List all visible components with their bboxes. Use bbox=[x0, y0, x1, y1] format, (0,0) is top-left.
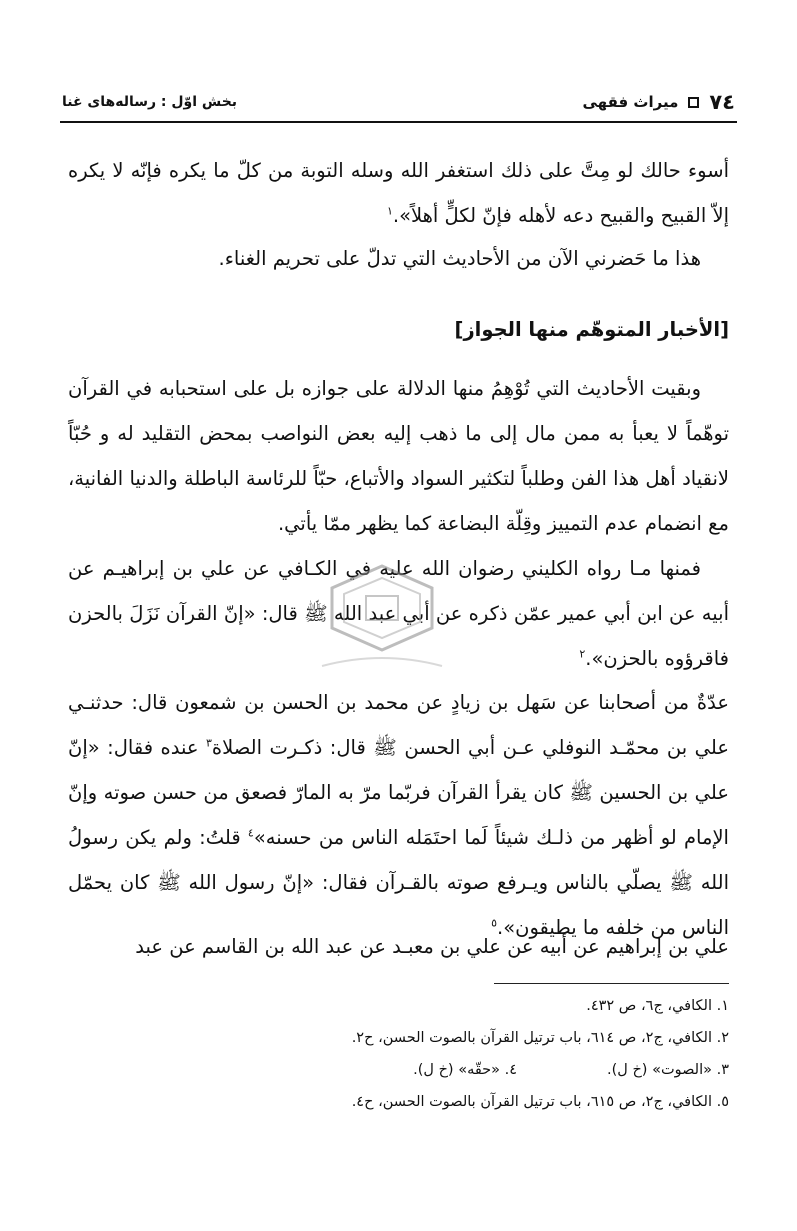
section-title: بخش اوّل : رسالەهای غنا bbox=[62, 94, 238, 110]
footnote-ref: ٣ bbox=[205, 736, 212, 750]
paragraph-block bbox=[68, 924, 729, 969]
footnote-divider bbox=[494, 983, 729, 984]
paragraph bbox=[68, 680, 729, 950]
section-subheading: [الأخبار المتوهّم منها الجواز] bbox=[454, 318, 729, 341]
page-number: ٧٤ bbox=[709, 90, 735, 114]
footnote: ٢. الكافي، ج٢، ص ٦١٤، باب ترتيل القرآن بالصوت الحسن، ح٢. bbox=[351, 1030, 729, 1046]
header-divider bbox=[60, 121, 737, 123]
footnotes bbox=[68, 990, 729, 1118]
paragraph-text: أسوء حالك لو مِتَّ على ذلك استغفر الله وسله التوبة من كلّ ما يكره فإنّه لا يكره إلاّ القبيح والقبيح دعه لأهله فإنّ لكلٍّ أهلاً». bbox=[68, 159, 729, 227]
paragraph-text: عدّةٌ من أصحابنا عن سَهل بن زيادٍ عن محمد بن الحسن بن شمعون قال: حدثنـي علي بن محمّـد النوفلي عـن أبي الحسن ﷺ قال: ذكـرت الصلاة bbox=[68, 691, 729, 759]
library-stamp-icon bbox=[282, 558, 482, 678]
book-title: میراث فقهی bbox=[582, 93, 679, 111]
footnote-row bbox=[68, 1054, 729, 1086]
header-page-info bbox=[582, 90, 735, 114]
paragraph: علي بن إبراهيم عن أبيه عن علي بن معبـد عن عبد الله بن القاسم عن عبد bbox=[135, 935, 729, 958]
paragraph bbox=[68, 148, 729, 238]
footnote: ٣. «الصوت» (خ ل). bbox=[607, 1062, 729, 1078]
paragraph-text: عنده فقال: «إنّ علي بن الحسين ﷺ كان يقرأ القرآن فربّما مرّ به المارّ فصعق من حسن صوته وإنّ الإمام لو أظهر من ذلـك شيئاً لَما احتَمَله الناس من حسنه» bbox=[68, 736, 729, 849]
square-icon bbox=[688, 97, 699, 108]
paragraph-continuation bbox=[68, 148, 729, 238]
footnote-ref: ٥ bbox=[491, 916, 498, 930]
paragraph-text: فمنها مـا رواه الكليني رضوان الله عليه في الكـافي عن علي بن إبراهيـم عن أبيه عن ابن أبي عمير عمّن ذكره عن أبي عبد الله ﷺ قال: «إنّ القرآن نَزَلَ بالحزن فاقرؤوه بالحزن». bbox=[68, 557, 729, 670]
paragraph-block bbox=[68, 366, 729, 546]
footnote-ref: ٤ bbox=[247, 826, 254, 840]
footnote-ref: ١ bbox=[386, 204, 393, 218]
paragraph-block bbox=[68, 236, 729, 281]
footnote-ref: ٢ bbox=[579, 647, 586, 661]
paragraph-block bbox=[68, 680, 729, 950]
running-header bbox=[62, 86, 735, 120]
footnote: ٤. «حقّه» (خ ل). bbox=[413, 1062, 518, 1078]
paragraph-text: قلتُ: ولم يكن رسولُ الله ﷺ يصلّي بالناس ويـرفع صوته بالقـرآن فقال: «إنّ رسول الله ﷺ كان يحمّل الناس من خلفه ما يطيقون». bbox=[68, 826, 729, 939]
paragraph: وبقيت الأحاديث التي تُوْهِمُ منها الدلالة على جوازه بل على استحبابه في القرآن توهّماً لا يعبأ به ممن مال إلى ما ذهب إليه بعض النواصب بمحض التقليد له و حُبّاً لانقياد أهل هذا الفن وطلباً لتكثير السواد والأتباع، حبّاً للرئاسة الباطلة والدنيا الفانية، مع انضمام عدم التمييز وقِلّة البضاعة كما يظهر ممّا يأتي. bbox=[68, 377, 729, 535]
paragraph: هذا ما حَضرني الآن من الأحاديث التي تدلّ على تحريم الغناء. bbox=[218, 247, 701, 270]
footnote: ٥. الكافي، ج٢، ص ٦١٥، باب ترتيل القرآن بالصوت الحسن، ح٤. bbox=[351, 1094, 729, 1110]
footnote: ١. الكافي، ج٦، ص ٤٣٢. bbox=[586, 998, 729, 1014]
